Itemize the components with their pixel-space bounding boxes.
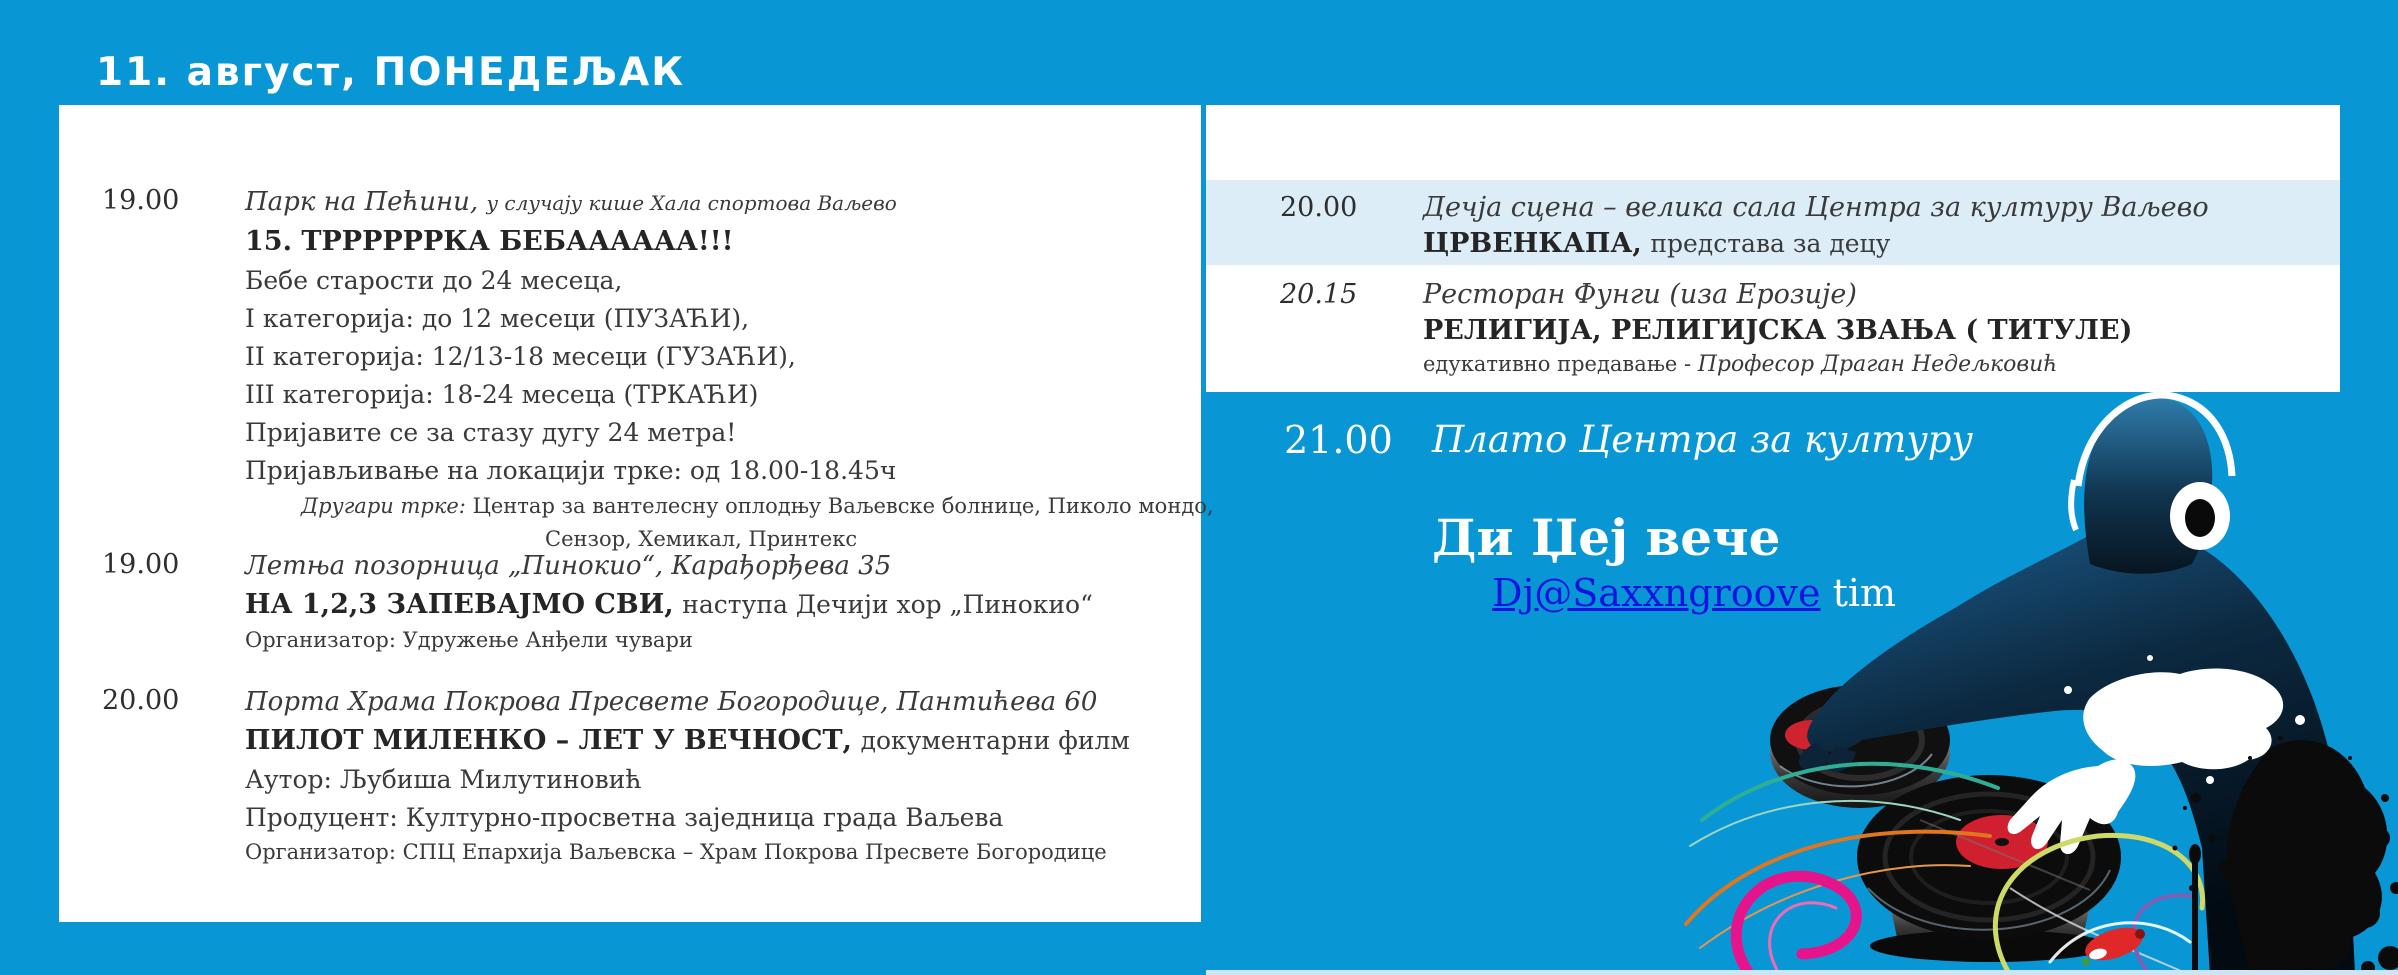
event-title-suffix: документарни филм [860, 726, 1130, 755]
event-detail-line: III категорија: 18-24 месеца (ТРКАЋИ) [245, 380, 759, 409]
event-title [1423, 226, 2316, 262]
event-trka-beba [59, 183, 1214, 555]
evening-event [1206, 418, 1973, 615]
evening-header [1206, 418, 1973, 484]
subtitle-prefix: едукативно предавање - [1423, 352, 1698, 376]
event-body [245, 183, 1214, 555]
red-splash [2081, 921, 2147, 966]
event-title-bold: НА 1,2,3 ЗАПЕВАЈМО СВИ, [245, 589, 674, 620]
event-organizer: Организатор: СПЦ Епархија Ваљевска – Храм Покрова Пресвете Богородице [245, 840, 1107, 864]
event-location: Дечја сцена – велика сала Центра за културу Ваљево [1423, 192, 2209, 223]
event-body [1423, 190, 2316, 262]
dj-event-title: Ди Џеј вече [1432, 508, 1781, 567]
event-location: Летња позорница „Пинокио“, Карађорђева 35 [245, 551, 892, 581]
event-title [245, 721, 1177, 761]
event-title-bold: РЕЛИГИЈА, РЕЛИГИЈСКА ЗВАЊА ( ТИТУЛЕ) [1423, 315, 2133, 346]
event-title-bold: ЦРВЕНКАПА, [1423, 228, 1642, 259]
event-title [245, 585, 1177, 625]
page-title: 11. август, ПОНЕДЕЉАК [96, 50, 686, 95]
dj-team-suffix: tim [1820, 571, 1897, 615]
event-title-bold: ПИЛОТ МИЛЕНКО – ЛЕТ У ВЕЧНОСТ, [245, 725, 852, 756]
event-zapevajmo-svi [59, 547, 1201, 656]
lecturer-name: Професор Драган Недељковић [1697, 352, 2058, 377]
event-subtitle [1423, 349, 2316, 380]
event-detail-line: Продуцент: Културно-просветна заједница града Ваљева [245, 803, 1004, 832]
event-sponsors-continued: Сензор, Хемикал, Принтекс [545, 527, 858, 551]
event-detail-line: I категорија: до 12 месеци (ПУЗАЋИ), [245, 304, 750, 333]
event-location: Плато Центра за културу [1432, 418, 1973, 461]
location-note: у случају кише Хала спортова Ваљево [486, 191, 897, 215]
event-detail-line: Аутор: Љубиша Милутиновић [245, 765, 642, 794]
event-sponsors [301, 490, 1214, 523]
left-events-panel [59, 105, 1214, 922]
event-location: Ресторан Фунги (иза Ерозије) [1423, 279, 1857, 310]
right-events-panel [1206, 105, 2340, 392]
event-religija [1206, 277, 2340, 380]
highlight-band [1206, 180, 2340, 265]
dj-team-line [1492, 571, 1966, 615]
event-time: 21.00 [1284, 418, 1393, 462]
event-pilot-milenko [59, 683, 1201, 868]
event-detail-line: Пријављивање на локацији трке: од 18.00-18.45ч [245, 456, 897, 485]
bottom-page-edge [1206, 970, 2398, 975]
event-title-bold: 15. ТРРРРРРКА БЕБАААААА!!! [245, 226, 734, 257]
event-body [1423, 277, 2316, 380]
event-organizer: Организатор: Удружење Анђели чувари [245, 628, 693, 652]
event-time: 20.15 [1280, 279, 1358, 310]
event-detail-line: Пријавите се за стазу дугу 24 метра! [245, 418, 737, 447]
event-location: Порта Храма Покрова Пресвете Богородице, Пантићева 60 [245, 687, 1098, 717]
event-time: 20.00 [1280, 192, 1358, 223]
dj-saxxngroove-link[interactable]: Dj@Saxxngroove [1492, 571, 1821, 615]
event-title [1423, 313, 2316, 349]
event-time: 19.00 [102, 549, 180, 580]
event-time: 19.00 [102, 185, 180, 216]
event-crvenkapa [1206, 180, 2340, 262]
event-time: 20.00 [102, 685, 180, 716]
sponsors-list: Центар за вантелесну оплодњу Ваљевске болнице, Пиколо мондо, [472, 494, 1214, 518]
event-body [245, 683, 1177, 868]
event-location [245, 183, 1177, 222]
event-title [245, 222, 1177, 262]
sponsors-label: Другари трке: [301, 494, 466, 518]
event-body [245, 547, 1177, 656]
event-detail-line: II категорија: 12/13-18 месеци (ГУЗАЋИ), [245, 342, 796, 371]
event-title-suffix: наступа Дечији хор „Пинокио“ [682, 590, 1093, 619]
location-main: Парк на Пећини, [245, 187, 479, 217]
event-title-suffix: представа за децу [1650, 229, 1891, 258]
event-detail-line: Бебе старости до 24 месеца, [245, 266, 623, 295]
white-splash [2083, 669, 2283, 770]
